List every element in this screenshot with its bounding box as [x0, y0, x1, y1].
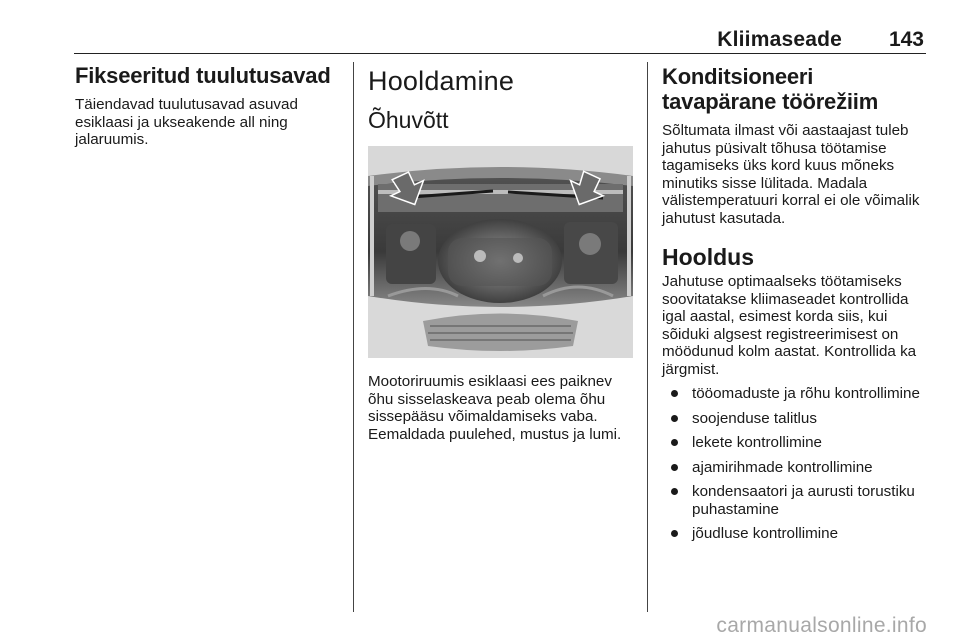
fixed-vents-text: Täiendavad tuulutusavad asuvad esiklaasi ja ukseakende all ning jalaruumis.	[75, 96, 298, 148]
bullet-icon	[671, 390, 678, 397]
bullet-icon	[671, 415, 678, 422]
column-divider-1	[353, 62, 354, 612]
list-item: kondensaatori ja aurusti torustiku puhastamine	[662, 483, 930, 518]
column-maintenance	[368, 64, 638, 443]
list-item: lekete kontrollimine	[662, 434, 930, 452]
column-divider-2	[647, 62, 648, 612]
section-heading-fixed-vents: Fikseeritud tuulutusavad	[75, 63, 331, 88]
air-intake-text: Mootoriruumis esiklaasi ees paiknev õhu sisselaskeava peab olema õhu sissepääsu võimaldamiseks vaba. Eemaldada puulehed, mustus ja lumi.	[368, 373, 622, 443]
list-item: soojenduse talitlus	[662, 410, 930, 428]
list-item: tööomaduste ja rõhu kontrollimine	[662, 385, 930, 403]
list-item: jõudluse kontrollimine	[662, 525, 930, 543]
section-heading-normal-operation: Konditsioneeri tavapärane töörežiim	[662, 64, 879, 114]
bullet-icon	[671, 488, 678, 495]
engine-bay-photo	[368, 146, 633, 358]
section-heading-maintenance: Hooldamine	[368, 66, 515, 96]
column-ac-operation	[662, 64, 930, 543]
column-fixed-vents	[75, 64, 340, 149]
bullet-icon	[671, 530, 678, 537]
bullet-icon	[671, 464, 678, 471]
page-number: 143	[888, 28, 924, 51]
running-header-title: Kliimaseade	[717, 28, 842, 51]
bullet-icon	[671, 439, 678, 446]
watermark: carmanualsonline.info	[716, 614, 927, 637]
service-checklist	[662, 385, 930, 543]
list-item: ajamirihmade kontrollimine	[662, 459, 930, 477]
normal-operation-text: Sõltumata ilmast või aastaajast tuleb jahutus püsivalt tõhusa töötamise tagamiseks üks kord kuus mõneks minutiks sisse lülitada. Madala välistemperatuuri korral ei ole võimalik jahutust kasutada.	[662, 122, 920, 227]
subheading-service: Hooldus	[662, 244, 754, 270]
subheading-air-intake: Õhuvõtt	[368, 107, 449, 133]
service-text: Jahutuse optimaalseks töötamiseks soovitatakse kliimaseadet kontrollida igal aastal, esimest korda siis, kui sõiduki algsest registreerimisest on möödunud kolm aastat. Kontrollida ka järgmist.	[662, 273, 917, 378]
header-divider	[74, 53, 926, 54]
